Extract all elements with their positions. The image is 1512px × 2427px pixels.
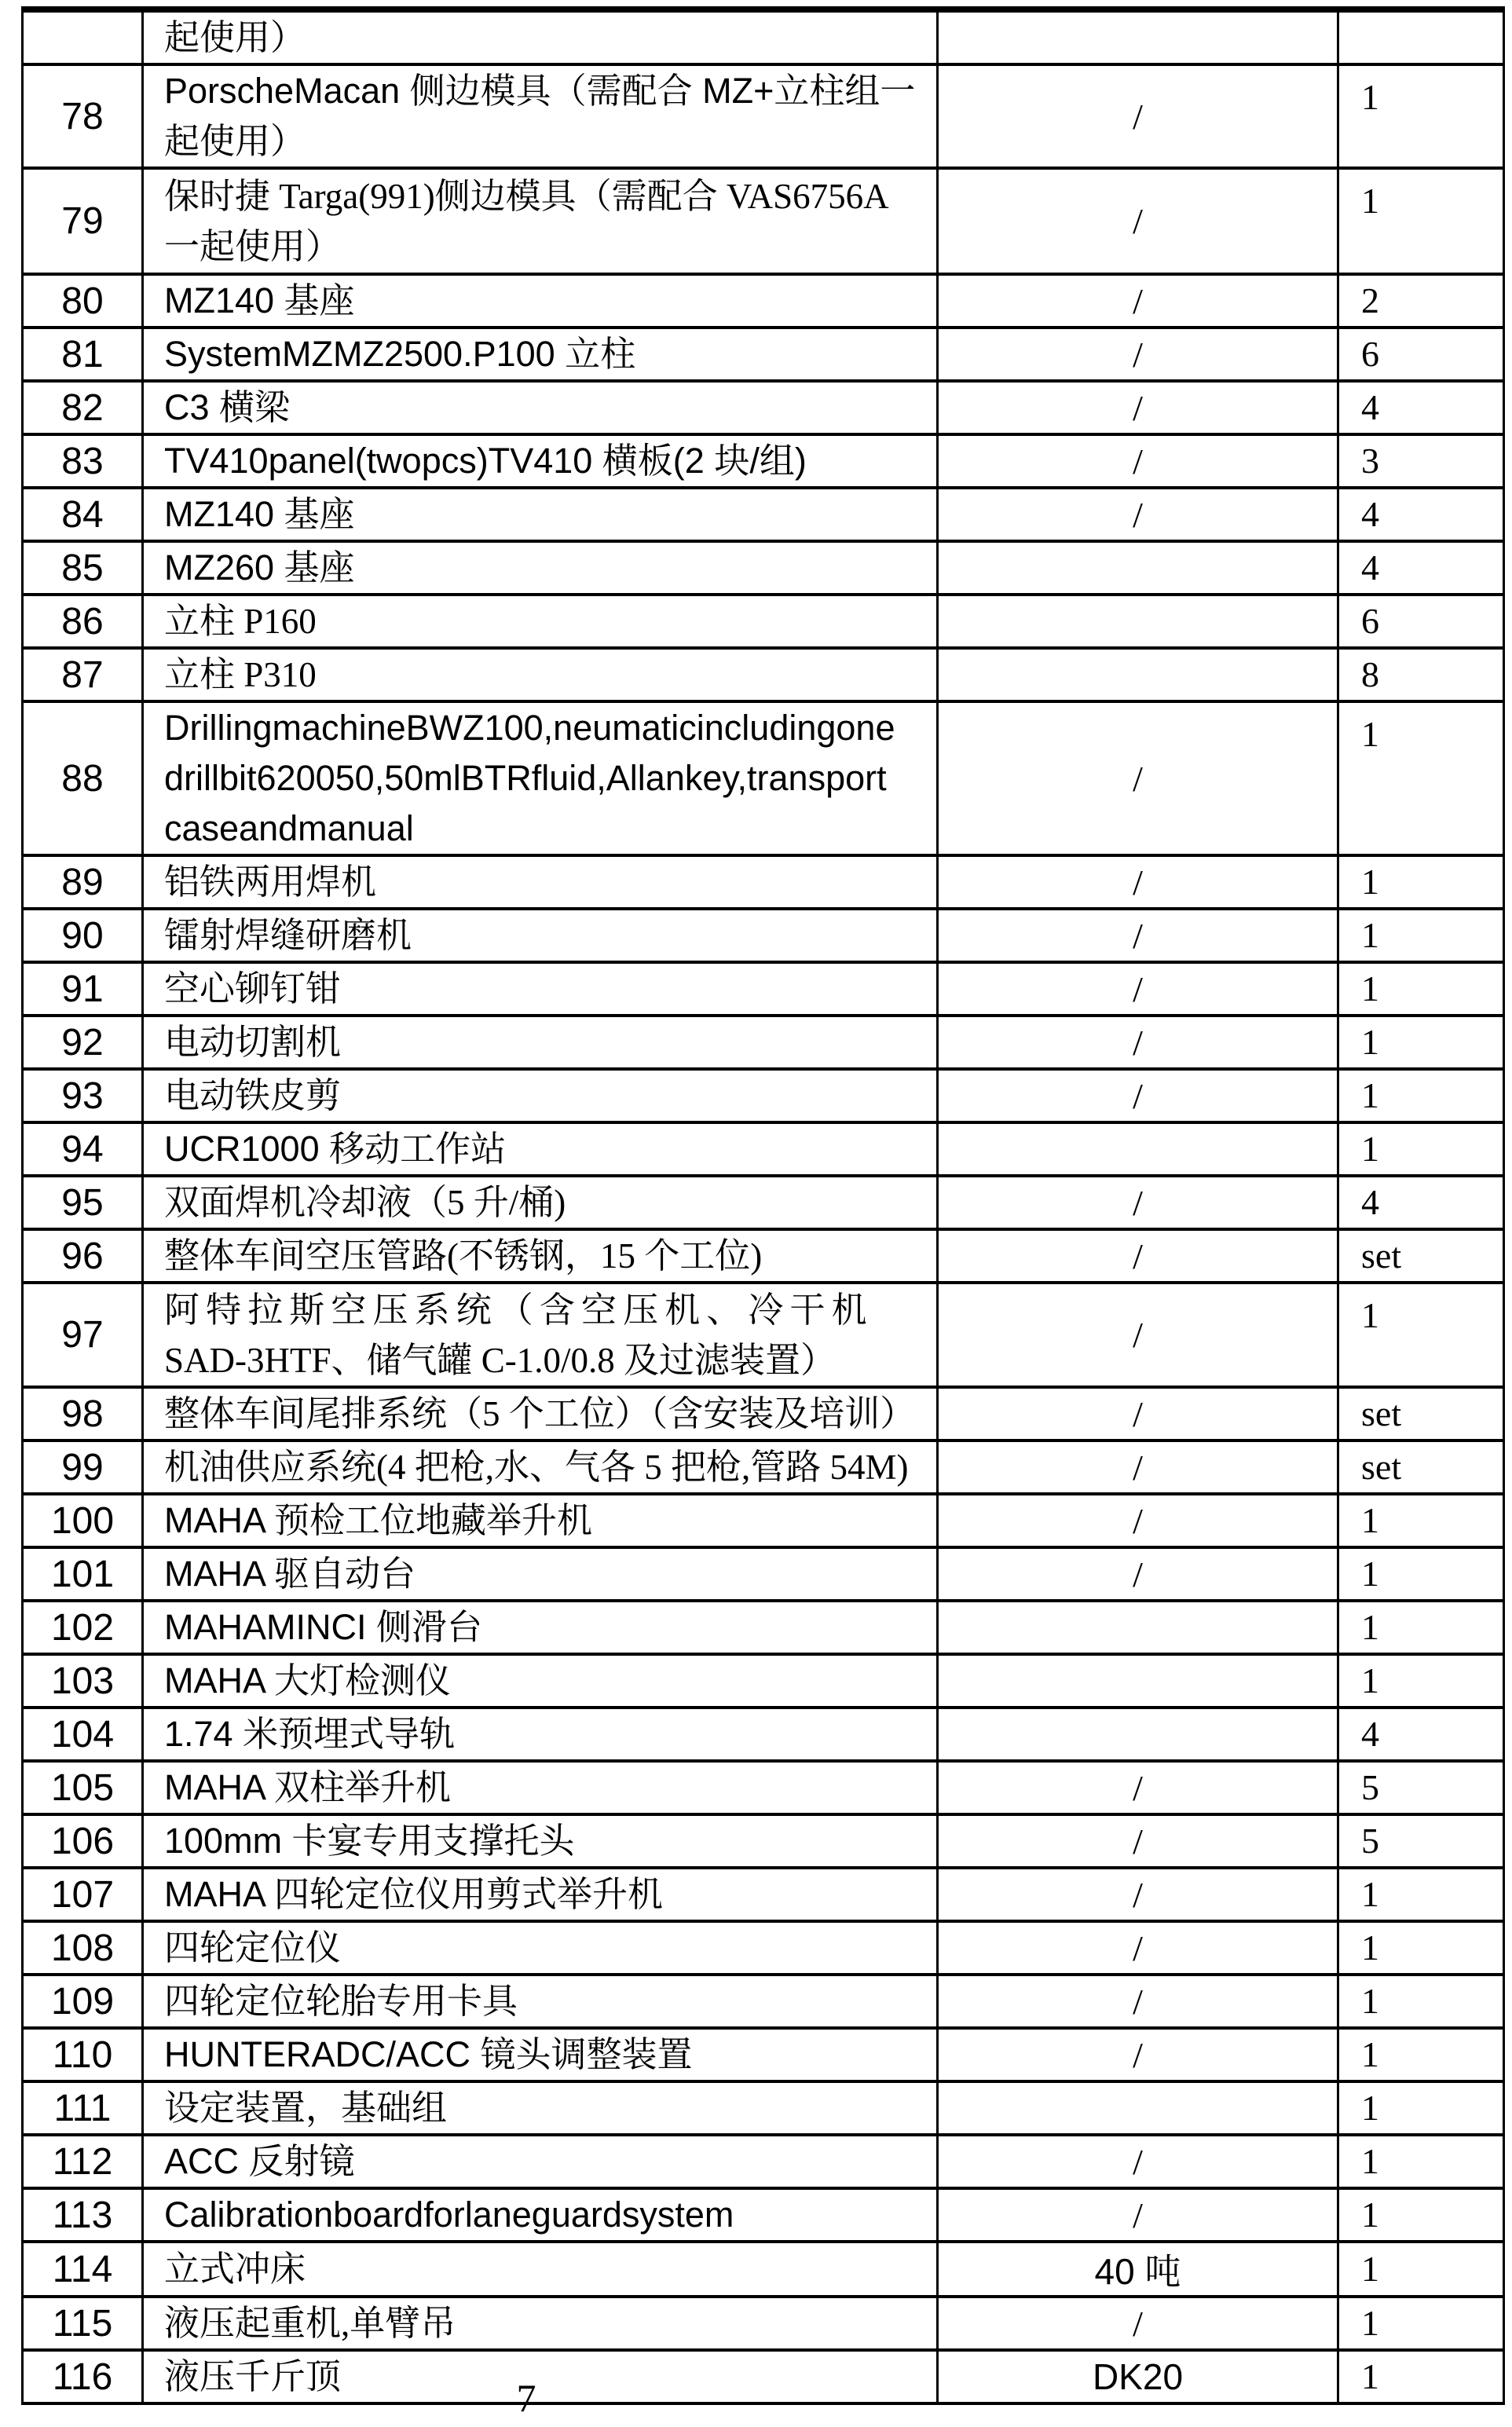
qty-cell: 1 (1338, 1547, 1504, 1601)
row-number-cell: 82 (23, 381, 143, 434)
table-row (23, 381, 1504, 434)
row-number-cell: 107 (23, 1868, 143, 1921)
qty-cell: 1 (1338, 855, 1504, 909)
row-number-cell: 100 (23, 1494, 143, 1547)
description-line: 空心铆钉钳 (164, 969, 342, 1009)
table-row (23, 648, 1504, 701)
spec-cell: / (938, 1761, 1338, 1814)
row-number-cell: 85 (23, 541, 143, 595)
table-row (23, 1122, 1504, 1176)
spec-cell: / (938, 1921, 1338, 1975)
table-row (23, 1387, 1504, 1440)
description-cell (143, 488, 938, 541)
description-line: 整体车间尾排系统（5 个工位）（含安装及培训） (164, 1394, 916, 1433)
description-line: 起使用） (164, 18, 306, 57)
table-row (23, 1921, 1504, 1975)
row-number-cell: 87 (23, 648, 143, 701)
description-cell (143, 701, 938, 855)
description-cell (143, 1016, 938, 1069)
description-cell (143, 1601, 938, 1654)
description-cell (143, 1814, 938, 1868)
description-cell (143, 648, 938, 701)
spec-cell: / (938, 1814, 1338, 1868)
spec-cell: / (938, 962, 1338, 1016)
spec-cell (938, 1708, 1338, 1761)
table-row (23, 855, 1504, 909)
qty-cell: 4 (1338, 381, 1504, 434)
description-line: 100mm 卡宴专用支撑托头 (164, 1821, 575, 1861)
spec-cell: / (938, 1069, 1338, 1122)
description-cell (143, 9, 938, 64)
spec-cell: / (938, 2297, 1338, 2350)
description-line: 液压千斤顶 (164, 2357, 342, 2396)
spec-cell: / (938, 1176, 1338, 1229)
table-row (23, 1654, 1504, 1708)
description-line: 双面焊机冷却液（5 升/桶) (164, 1183, 566, 1222)
description-line: 机油供应系统(4 把枪,水、气各 5 把枪,管路 54M) (164, 1448, 909, 1487)
description-cell (143, 381, 938, 434)
description-line: MZ140 基座 (164, 280, 355, 320)
description-line: 立式冲床 (164, 2249, 306, 2289)
row-number-cell: 111 (23, 2081, 143, 2135)
description-line: UCR1000 移动工作站 (164, 1129, 507, 1169)
qty-cell: 3 (1338, 434, 1504, 488)
spec-cell: / (938, 1440, 1338, 1494)
description-line: SAD-3HTF、储气罐 C-1.0/0.8 及过滤装置） (164, 1340, 837, 1380)
row-number-cell: 108 (23, 1921, 143, 1975)
row-number-cell: 83 (23, 434, 143, 488)
spec-cell: / (938, 1868, 1338, 1921)
spec-cell: / (938, 328, 1338, 381)
spec-cell: / (938, 1975, 1338, 2028)
qty-cell: 5 (1338, 1761, 1504, 1814)
row-number-cell: 103 (23, 1654, 143, 1708)
spec-cell: / (938, 1016, 1338, 1069)
row-number-cell: 95 (23, 1176, 143, 1229)
description-cell (143, 2028, 938, 2081)
table-row (23, 328, 1504, 381)
spec-cell: / (938, 1229, 1338, 1283)
qty-cell: 1 (1338, 1975, 1504, 2028)
qty-cell: 6 (1338, 328, 1504, 381)
description-line: 液压起重机,单臂吊 (164, 2304, 456, 2343)
description-cell (143, 1387, 938, 1440)
row-number-cell: 78 (23, 64, 143, 168)
spec-cell: / (938, 168, 1338, 274)
table-row (23, 1016, 1504, 1069)
qty-cell: set (1338, 1440, 1504, 1494)
description-line: 阿特拉斯空压系统（含空压机、冷干机 (164, 1290, 873, 1330)
description-cell (143, 1176, 938, 1229)
table-row (23, 1814, 1504, 1868)
description-cell (143, 1975, 938, 2028)
table-row (23, 1601, 1504, 1654)
description-line: MAHA 预检工位地藏举升机 (164, 1500, 593, 1540)
table-row (23, 1868, 1504, 1921)
description-cell (143, 1069, 938, 1122)
qty-cell: 8 (1338, 648, 1504, 701)
table-row (23, 1547, 1504, 1601)
qty-cell: 1 (1338, 1601, 1504, 1654)
spec-cell (938, 1122, 1338, 1176)
table-row (23, 541, 1504, 595)
row-number-cell: 99 (23, 1440, 143, 1494)
spec-cell: / (938, 1387, 1338, 1440)
spec-cell (938, 595, 1338, 648)
description-cell (143, 541, 938, 595)
description-line: MAHA 双柱举升机 (164, 1767, 452, 1807)
qty-cell: 1 (1338, 2350, 1504, 2403)
row-number-cell: 79 (23, 168, 143, 274)
qty-cell: 1 (1338, 1016, 1504, 1069)
description-cell (143, 1494, 938, 1547)
qty-cell: 1 (1338, 2028, 1504, 2081)
table-row (23, 595, 1504, 648)
qty-cell: set (1338, 1387, 1504, 1440)
description-cell (143, 2242, 938, 2297)
qty-cell: 5 (1338, 1814, 1504, 1868)
description-line: MZ140 基座 (164, 494, 355, 534)
row-number-cell: 92 (23, 1016, 143, 1069)
description-line: 立柱 P160 (164, 602, 317, 641)
description-cell (143, 1654, 938, 1708)
description-cell (143, 2135, 938, 2188)
description-line: caseandmanual (164, 808, 414, 848)
row-number-cell (23, 9, 143, 64)
qty-cell: 1 (1338, 1868, 1504, 1921)
description-line: 四轮定位轮胎专用卡具 (164, 1982, 518, 2021)
spec-cell: / (938, 2135, 1338, 2188)
description-line: 1.74 米预埋式导轨 (164, 1714, 456, 1754)
spec-cell: / (938, 1283, 1338, 1387)
table-row (23, 1708, 1504, 1761)
qty-cell: 6 (1338, 595, 1504, 648)
table-row (23, 434, 1504, 488)
qty-cell: 1 (1338, 2135, 1504, 2188)
qty-cell: 1 (1338, 2081, 1504, 2135)
description-line: Calibrationboardforlaneguardsystem (164, 2195, 734, 2235)
qty-cell: 4 (1338, 1708, 1504, 1761)
row-number-cell: 91 (23, 962, 143, 1016)
spec-cell: / (938, 274, 1338, 328)
spec-cell: / (938, 855, 1338, 909)
row-number-cell: 106 (23, 1814, 143, 1868)
row-number-cell: 88 (23, 701, 143, 855)
row-number-cell: 80 (23, 274, 143, 328)
spec-cell: / (938, 64, 1338, 168)
description-cell (143, 1440, 938, 1494)
row-number-cell: 89 (23, 855, 143, 909)
qty-cell: 1 (1338, 909, 1504, 962)
row-number-cell: 104 (23, 1708, 143, 1761)
table-row (23, 701, 1504, 855)
table-row (23, 1761, 1504, 1814)
row-number-cell: 81 (23, 328, 143, 381)
qty-cell: 1 (1338, 1921, 1504, 1975)
row-number-cell: 102 (23, 1601, 143, 1654)
spec-cell: / (938, 2188, 1338, 2242)
qty-cell: 1 (1338, 701, 1504, 855)
description-line: MAHA 大灯检测仪 (164, 1660, 452, 1700)
qty-cell: 1 (1338, 2242, 1504, 2297)
qty-cell: 1 (1338, 1069, 1504, 1122)
qty-cell: set (1338, 1229, 1504, 1283)
qty-cell (1338, 9, 1504, 64)
description-cell (143, 2188, 938, 2242)
qty-cell: 2 (1338, 274, 1504, 328)
description-line: HUNTERADC/ACC 镜头调整装置 (164, 2034, 693, 2074)
spec-cell: / (938, 381, 1338, 434)
table-row (23, 2242, 1504, 2297)
description-cell (143, 855, 938, 909)
spec-cell (938, 1654, 1338, 1708)
spec-cell: 40 吨 (938, 2242, 1338, 2297)
table-row (23, 962, 1504, 1016)
description-cell (143, 434, 938, 488)
description-cell (143, 1547, 938, 1601)
description-line: 电动切割机 (164, 1023, 342, 1062)
description-line: SystemMZMZ2500.P100 立柱 (164, 334, 636, 374)
table-row (23, 64, 1504, 168)
row-number-cell: 109 (23, 1975, 143, 2028)
qty-cell: 1 (1338, 1283, 1504, 1387)
description-cell (143, 909, 938, 962)
spec-cell: / (938, 701, 1338, 855)
spec-cell: DK20 (938, 2350, 1338, 2403)
description-line: 四轮定位仪 (164, 1928, 342, 1968)
description-line: TV410panel(twopcs)TV410 横板(2 块/组) (164, 441, 807, 481)
spec-cell: / (938, 909, 1338, 962)
description-cell (143, 1708, 938, 1761)
description-cell (143, 1761, 938, 1814)
table-row (23, 1069, 1504, 1122)
row-number-cell: 105 (23, 1761, 143, 1814)
description-line: MZ260 基座 (164, 547, 355, 588)
description-line: 整体车间空压管路(不锈钢，15 个工位) (164, 1236, 763, 1276)
description-cell (143, 1868, 938, 1921)
qty-cell: 1 (1338, 2188, 1504, 2242)
table-row (23, 2028, 1504, 2081)
qty-cell: 4 (1338, 488, 1504, 541)
description-line: MAHAMINCI 侧滑台 (164, 1607, 483, 1647)
description-line: drillbit620050,50mlBTRfluid,Allankey,transport (164, 758, 887, 798)
spec-cell (938, 1601, 1338, 1654)
row-number-cell: 84 (23, 488, 143, 541)
qty-cell: 1 (1338, 1654, 1504, 1708)
description-line: 一起使用） (164, 226, 342, 266)
description-line: 铝铁两用焊机 (164, 862, 377, 902)
description-line: 立柱 P310 (164, 655, 317, 694)
description-line: ACC 反射镜 (164, 2141, 355, 2181)
row-number-cell: 110 (23, 2028, 143, 2081)
spec-cell (938, 648, 1338, 701)
table-row (23, 2135, 1504, 2188)
qty-cell: 4 (1338, 541, 1504, 595)
table-row (23, 9, 1504, 64)
row-number-cell: 86 (23, 595, 143, 648)
row-number-cell: 94 (23, 1122, 143, 1176)
spec-cell: / (938, 1494, 1338, 1547)
description-cell (143, 962, 938, 1016)
description-cell (143, 595, 938, 648)
description-cell (143, 328, 938, 381)
description-line: MAHA 四轮定位仪用剪式举升机 (164, 1874, 664, 1914)
row-number-cell: 116 (23, 2350, 143, 2403)
row-number-cell: 113 (23, 2188, 143, 2242)
table-row (23, 2081, 1504, 2135)
table-row (23, 2188, 1504, 2242)
equipment-table (21, 6, 1505, 2405)
description-line: 镭射焊缝研磨机 (164, 916, 412, 955)
row-number-cell: 93 (23, 1069, 143, 1122)
description-cell (143, 1921, 938, 1975)
spec-cell: / (938, 488, 1338, 541)
description-line: C3 横梁 (164, 387, 291, 427)
row-number-cell: 98 (23, 1387, 143, 1440)
description-line: 保时捷 Targa(991)侧边模具（需配合 VAS6756A (164, 176, 889, 216)
qty-cell: 1 (1338, 1494, 1504, 1547)
description-cell (143, 2297, 938, 2350)
table-row (23, 274, 1504, 328)
table-row (23, 1176, 1504, 1229)
table-row (23, 1229, 1504, 1283)
description-line: 设定装置，基础组 (164, 2088, 448, 2128)
table-row (23, 1975, 1504, 2028)
table-row (23, 1440, 1504, 1494)
spec-cell (938, 541, 1338, 595)
row-number-cell: 115 (23, 2297, 143, 2350)
row-number-cell: 90 (23, 909, 143, 962)
qty-cell: 1 (1338, 962, 1504, 1016)
description-cell (143, 1122, 938, 1176)
spec-cell (938, 2081, 1338, 2135)
row-number-cell: 97 (23, 1283, 143, 1387)
table-row (23, 488, 1504, 541)
qty-cell: 1 (1338, 1122, 1504, 1176)
description-line: 起使用） (164, 121, 306, 161)
spec-cell: / (938, 2028, 1338, 2081)
row-number-cell: 112 (23, 2135, 143, 2188)
qty-cell: 1 (1338, 168, 1504, 274)
description-cell (143, 1283, 938, 1387)
spec-cell (938, 9, 1338, 64)
description-line: DrillingmachineBWZ100,neumaticincludingone (164, 708, 895, 748)
description-cell (143, 168, 938, 274)
row-number-cell: 96 (23, 1229, 143, 1283)
description-line: PorscheMacan 侧边模具（需配合 MZ+立柱组一 (164, 71, 916, 111)
row-number-cell: 114 (23, 2242, 143, 2297)
description-cell (143, 274, 938, 328)
description-cell (143, 1229, 938, 1283)
description-line: 电动铁皮剪 (164, 1076, 342, 1115)
table-row (23, 1283, 1504, 1387)
qty-cell: 1 (1338, 2297, 1504, 2350)
qty-cell: 4 (1338, 1176, 1504, 1229)
spec-cell: / (938, 434, 1338, 488)
description-line: MAHA 驱自动台 (164, 1554, 416, 1594)
table-row (23, 1494, 1504, 1547)
table-row (23, 168, 1504, 274)
page-number: 7 (516, 2376, 536, 2420)
description-cell (143, 2081, 938, 2135)
description-cell (143, 64, 938, 168)
row-number-cell: 101 (23, 1547, 143, 1601)
spec-cell: / (938, 1547, 1338, 1601)
table-row (23, 909, 1504, 962)
qty-cell: 1 (1338, 64, 1504, 168)
table-row (23, 2297, 1504, 2350)
